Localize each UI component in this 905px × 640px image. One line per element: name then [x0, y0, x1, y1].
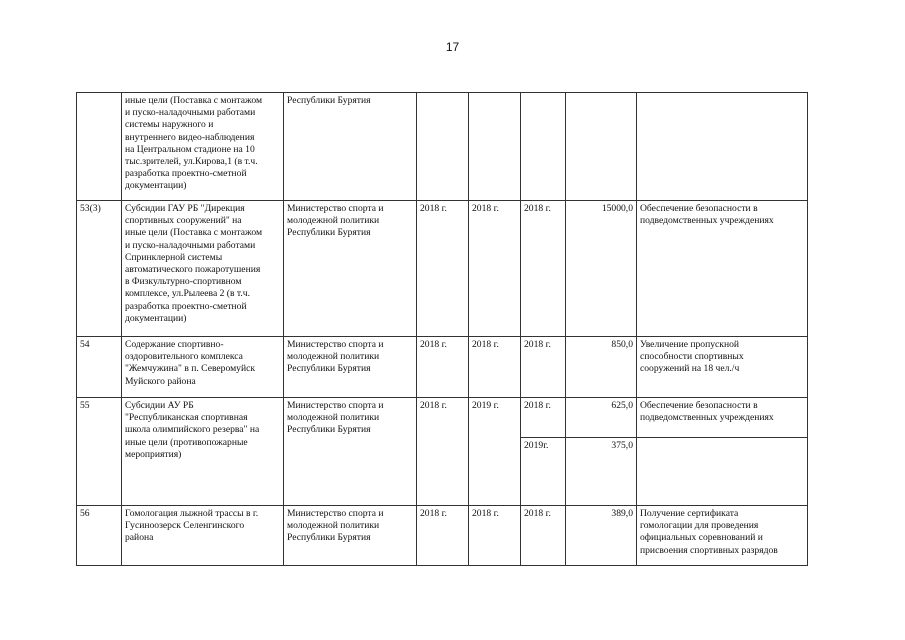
expected-result: Увеличение пропускной способности спортивных сооружений на 18 чел./ч	[637, 337, 808, 398]
end-date: 2018 г.	[469, 506, 521, 566]
row-number: 53(3)	[77, 201, 122, 337]
page-number: 17	[445, 40, 460, 54]
expected-result	[637, 93, 808, 201]
table-row	[77, 93, 808, 201]
executor: Министерство спорта и молодежной политики Республики Бурятия	[284, 398, 417, 506]
expected-result-empty	[637, 438, 808, 506]
executor: Министерство спорта и молодежной политики Республики Бурятия	[284, 506, 417, 566]
finance-year: 2018 г.	[521, 337, 566, 398]
executor: Министерство спорта и молодежной политики Республики Бурятия	[284, 201, 417, 337]
finance-year: 2018 г.	[521, 201, 566, 337]
end-date: 2019 г.	[469, 398, 521, 506]
table-row	[77, 201, 808, 337]
event-name: Субсидии ГАУ РБ "Дирекция спортивных сооружений" на иные цели (Поставка с монтажом и пуско-наладочными работами Спринклерной системы автоматического пожаротушения в Физкультурно-спортивном комплексе, ул.Рылеева 2 (в т.ч. разработка проектно-сметной документации)	[122, 201, 284, 337]
row-number: 54	[77, 337, 122, 398]
table-row	[77, 506, 808, 566]
table-row	[77, 398, 808, 438]
finance-amount: 389,0	[566, 506, 637, 566]
end-date	[469, 93, 521, 201]
event-name: Содержание спортивно- оздоровительного комплекса "Жемчужина" в п. Северомуйск Муйского района	[122, 337, 284, 398]
event-name: Гомологация лыжной трассы в г. Гусиноозерск Селенгинского района	[122, 506, 284, 566]
event-name: иные цели (Поставка с монтажом и пуско-наладочными работами системы наружного и внутреннего видео-наблюдения на Центральном стадионе на 10 тыс.зрителей, ул.Кирова,1 (в т.ч. разработка проектно-сметной документации)	[122, 93, 284, 201]
start-date: 2018 г.	[417, 398, 469, 506]
finance-year: 2018 г.	[521, 506, 566, 566]
events-table	[76, 92, 808, 566]
finance-year	[521, 93, 566, 201]
finance-amount-2: 375,0	[566, 438, 637, 506]
start-date: 2018 г.	[417, 506, 469, 566]
expected-result: Обеспечение безопасности в подведомственных учреждениях	[637, 201, 808, 337]
end-date: 2018 г.	[469, 337, 521, 398]
start-date: 2018 г.	[417, 337, 469, 398]
finance-amount	[566, 93, 637, 201]
finance-amount: 15000,0	[566, 201, 637, 337]
table-row	[77, 337, 808, 398]
executor: Республики Бурятия	[284, 93, 417, 201]
executor: Министерство спорта и молодежной политики Республики Бурятия	[284, 337, 417, 398]
expected-result: Обеспечение безопасности в подведомственных учреждениях	[637, 398, 808, 438]
finance-year-2: 2019г.	[521, 438, 566, 506]
end-date: 2018 г.	[469, 201, 521, 337]
finance-amount: 625,0	[566, 398, 637, 438]
expected-result: Получение сертификата гомологации для проведения официальных соревнований и присвоения спортивных разрядов	[637, 506, 808, 566]
row-number: 56	[77, 506, 122, 566]
event-name: Субсидии АУ РБ "Республиканская спортивная школа олимпийского резерва" на иные цели (противопожарные мероприятия)	[122, 398, 284, 506]
row-number	[77, 93, 122, 201]
finance-year: 2018 г.	[521, 398, 566, 438]
finance-amount: 850,0	[566, 337, 637, 398]
start-date	[417, 93, 469, 201]
row-number: 55	[77, 398, 122, 506]
start-date: 2018 г.	[417, 201, 469, 337]
